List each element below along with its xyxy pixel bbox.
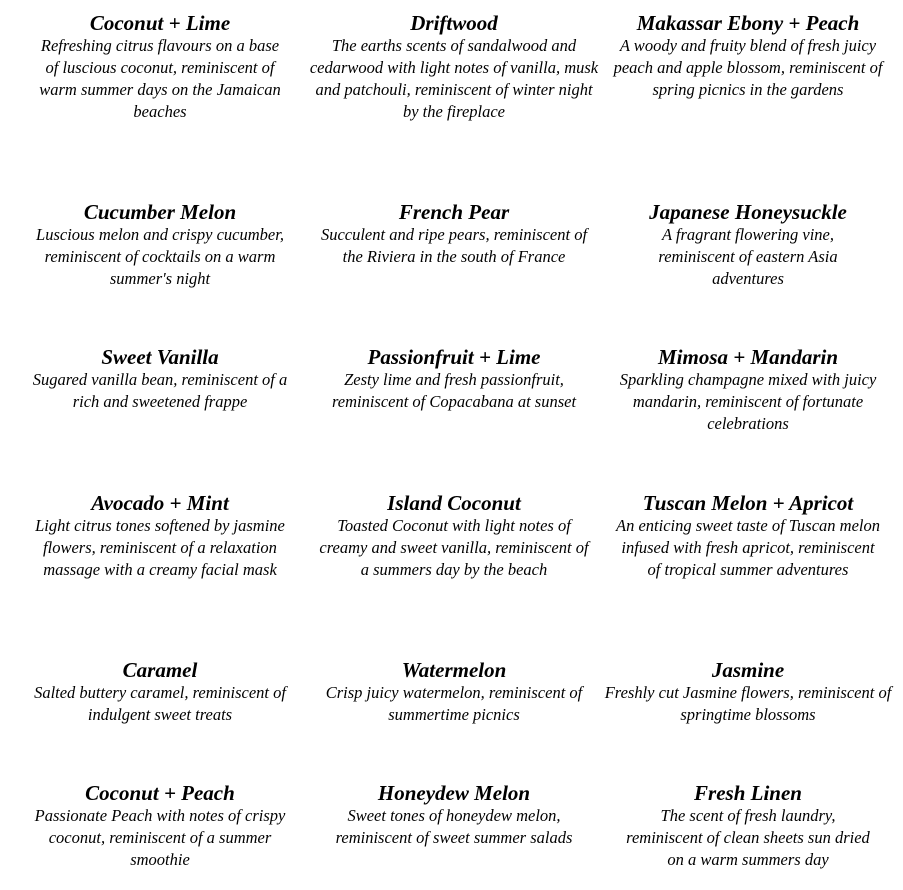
scent-card: [309, 200, 599, 268]
scent-card: [15, 345, 305, 413]
scent-name: Jasmine: [711, 658, 785, 682]
scent-description: Succulent and ripe pears, reminiscent of the Riviera in the south of France: [320, 225, 588, 266]
scent-description: Crisp juicy watermelon, reminiscent of summertime picnics: [325, 683, 583, 724]
scent-description: Passionate Peach with notes of crispy coconut, reminiscent of a summer smoothie: [34, 806, 286, 869]
scent-description: Sparkling champagne mixed with juicy mandarin, reminiscent of fortunate celebrations: [619, 370, 877, 433]
scent-card: [15, 781, 305, 871]
scent-card: [15, 658, 305, 726]
scent-card: [309, 345, 599, 413]
scent-card: [603, 491, 893, 581]
scent-description: Sweet tones of honeydew melon, reminiscent of sweet summer salads: [335, 806, 573, 847]
scent-name: Coconut + Peach: [85, 781, 235, 805]
scent-card: [309, 658, 599, 726]
scent-name: Passionfruit + Lime: [367, 345, 541, 369]
scent-card: [15, 11, 305, 123]
scent-description: Refreshing citrus flavours on a base of luscious coconut, reminiscent of warm summer days on the Jamaican beaches: [39, 36, 281, 121]
scent-card: [309, 11, 599, 123]
scent-description: Salted buttery caramel, reminiscent of indulgent sweet treats: [34, 683, 286, 724]
scent-name: French Pear: [398, 200, 510, 224]
scent-description: A fragrant flowering vine, reminiscent of eastern Asia adventures: [658, 225, 838, 288]
scent-card: [603, 345, 893, 435]
scent-card: [603, 11, 893, 101]
scent-description: Toasted Coconut with light notes of creamy and sweet vanilla, reminiscent of a summers day by the beach: [319, 516, 589, 579]
scent-name: Japanese Honeysuckle: [649, 200, 847, 224]
scent-name: Mimosa + Mandarin: [657, 345, 839, 369]
scent-card: [603, 200, 893, 290]
scent-name: Fresh Linen: [694, 781, 802, 805]
scent-card: [15, 491, 305, 581]
scent-name: Driftwood: [410, 11, 498, 35]
scent-card: [309, 781, 599, 849]
scent-name: Tuscan Melon + Apricot: [642, 491, 854, 515]
scent-card: [603, 658, 893, 726]
scent-description: Freshly cut Jasmine flowers, reminiscent of springtime blossoms: [604, 683, 892, 724]
scent-description: A woody and fruity blend of fresh juicy peach and apple blossom, reminiscent of spring picnics in the gardens: [613, 36, 883, 99]
scent-description: Zesty lime and fresh passionfruit, reminiscent of Copacabana at sunset: [331, 370, 577, 411]
scent-card: [15, 200, 305, 290]
scent-name: Caramel: [122, 658, 198, 682]
scent-description: The scent of fresh laundry, reminiscent of clean sheets sun dried on a warm summers day: [626, 806, 870, 869]
scent-description: Sugared vanilla bean, reminiscent of a rich and sweetened frappe: [32, 370, 288, 411]
scent-description: The earths scents of sandalwood and cedarwood with light notes of vanilla, musk and patchouli, reminiscent of winter night by the fireplace: [309, 36, 599, 121]
scent-card: [603, 781, 893, 871]
scent-name: Avocado + Mint: [91, 491, 229, 515]
scent-name: Island Coconut: [387, 491, 521, 515]
scent-card: [309, 491, 599, 581]
scent-description: Luscious melon and crispy cucumber, reminiscent of cocktails on a warm summer's night: [36, 225, 284, 288]
scent-name: Makassar Ebony + Peach: [636, 11, 860, 35]
scent-name: Honeydew Melon: [377, 781, 531, 805]
scent-name: Sweet Vanilla: [101, 345, 219, 369]
scent-name: Cucumber Melon: [83, 200, 237, 224]
scent-name: Watermelon: [401, 658, 507, 682]
scent-name: Coconut + Lime: [89, 11, 231, 35]
scent-description: Light citrus tones softened by jasmine flowers, reminiscent of a relaxation massage with a creamy facial mask: [35, 516, 285, 579]
scent-description: An enticing sweet taste of Tuscan melon infused with fresh apricot, reminiscent of tropical summer adventures: [616, 516, 880, 579]
